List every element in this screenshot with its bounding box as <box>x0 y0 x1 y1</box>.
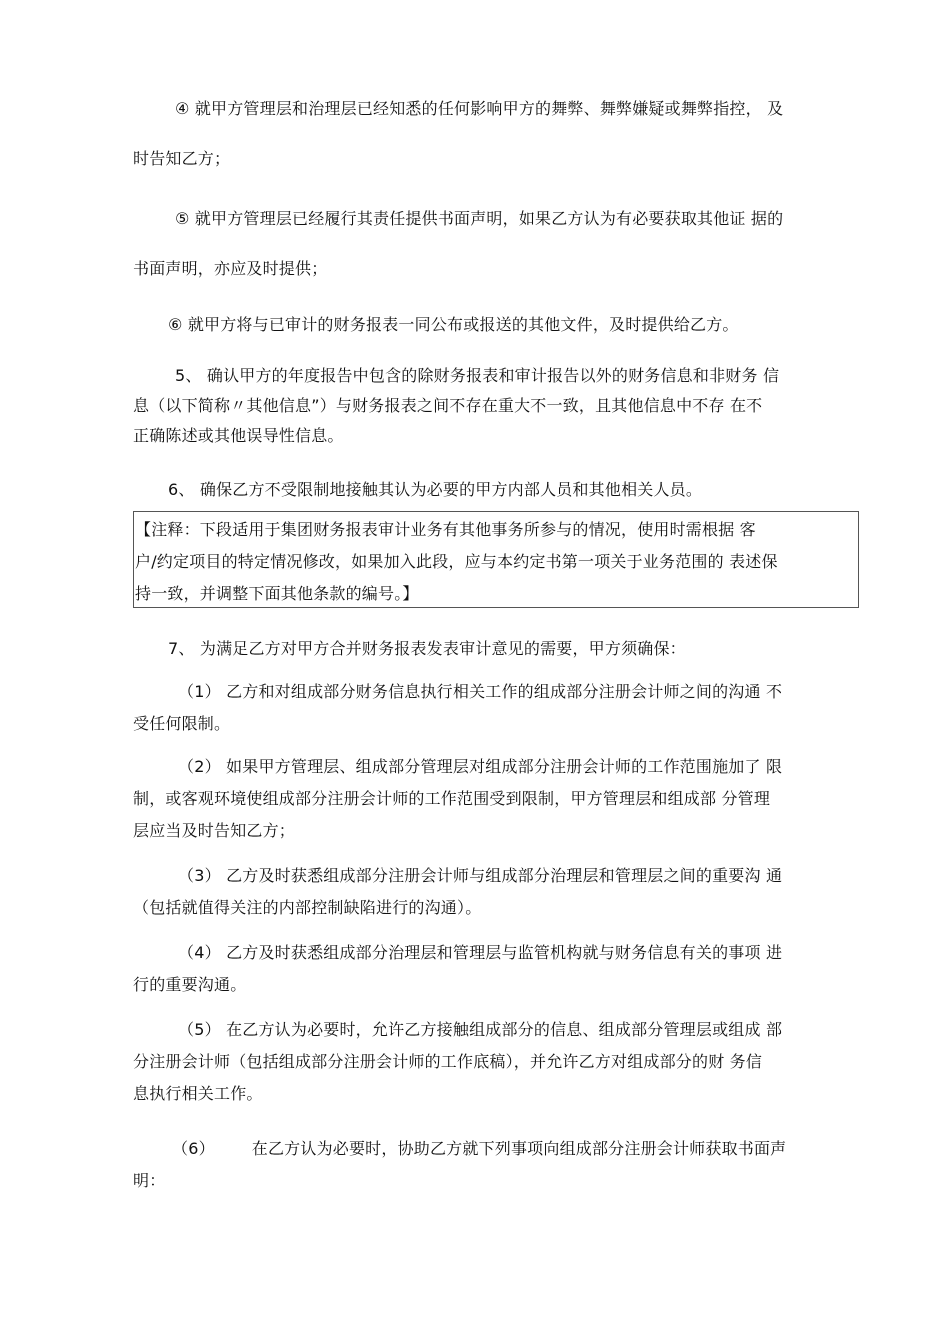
item-5-line-2: 息（以下简称〃其他信息”）与财务报表之间不存在重大不一致，且其他信息中不存 在不 <box>133 396 763 415</box>
note-line-3: 持一致，并调整下面其他条款的编号。】 <box>135 584 419 603</box>
sub-5-line-2: 分注册会计师（包括组成部分注册会计师的工作底稿），并允许乙方对组成部分的财 务信 <box>133 1052 763 1071</box>
sub-1-line-2: 受任何限制。 <box>133 714 231 733</box>
paragraph-5-line-1: ⑤ 就甲方管理层已经履行其责任提供书面声明，如果乙方认为有必要获取其他证 据的 <box>175 209 784 228</box>
item-5-line-3: 正确陈述或其他误导性信息。 <box>133 426 344 445</box>
item-7-line-1: 7、 为满足乙方对甲方合并财务报表发表审计意见的需要，甲方须确保： <box>168 639 686 658</box>
sub-6-line-2: 明： <box>133 1171 166 1190</box>
paragraph-5-line-2: 书面声明，亦应及时提供； <box>133 259 328 278</box>
paragraph-4-line-2: 时告知乙方； <box>133 149 231 168</box>
paragraph-4-line-1: ④ 就甲方管理层和治理层已经知悉的任何影响甲方的舞弊、舞弊嫌疑或舞弊指控， 及 <box>175 99 784 118</box>
sub-6-line-1: （6） 在乙方认为必要时，协助乙方就下列事项向组成部分注册会计师获取书面声 <box>172 1139 787 1158</box>
note-line-2: 户/约定项目的特定情况修改，如果加入此段，应与本约定书第一项关于业务范围的 表述保 <box>135 552 778 571</box>
sub-3-line-1: （3） 乙方及时获悉组成部分注册会计师与组成部分治理层和管理层之间的重要沟 通 <box>178 866 783 885</box>
sub-4-line-1: （4） 乙方及时获悉组成部分治理层和管理层与监管机构就与财务信息有关的事项 进 <box>178 943 783 962</box>
sub-2-line-2: 制，或客观环境使组成部分注册会计师的工作范围受到限制，甲方管理层和组成部 分管理 <box>133 789 771 808</box>
sub-2-line-1: （2） 如果甲方管理层、组成部分管理层对组成部分注册会计师的工作范围施加了 限 <box>178 757 783 776</box>
sub-3-line-2: （包括就值得关注的内部控制缺陷进行的沟通）。 <box>133 898 482 917</box>
paragraph-6-line-1: ⑥ 就甲方将与已审计的财务报表一同公布或报送的其他文件，及时提供给乙方。 <box>168 315 739 334</box>
sub-5-line-3: 息执行相关工作。 <box>133 1084 263 1103</box>
sub-4-line-2: 行的重要沟通。 <box>133 975 247 994</box>
note-line-1: 【注释：下段适用于集团财务报表审计业务有其他事务所参与的情况，使用时需根据 客 <box>135 520 756 539</box>
item-6-line-1: 6、 确保乙方不受限制地接触其认为必要的甲方内部人员和其他相关人员。 <box>168 480 703 499</box>
sub-2-line-3: 层应当及时告知乙方； <box>133 821 296 840</box>
sub-5-line-1: （5） 在乙方认为必要时，允许乙方接触组成部分的信息、组成部分管理层或组成 部 <box>178 1020 783 1039</box>
sub-1-line-1: （1） 乙方和对组成部分财务信息执行相关工作的组成部分注册会计师之间的沟通 不 <box>178 682 783 701</box>
item-5-line-1: 5、 确认甲方的年度报告中包含的除财务报表和审计报告以外的财务信息和非财务 信 <box>175 366 780 385</box>
